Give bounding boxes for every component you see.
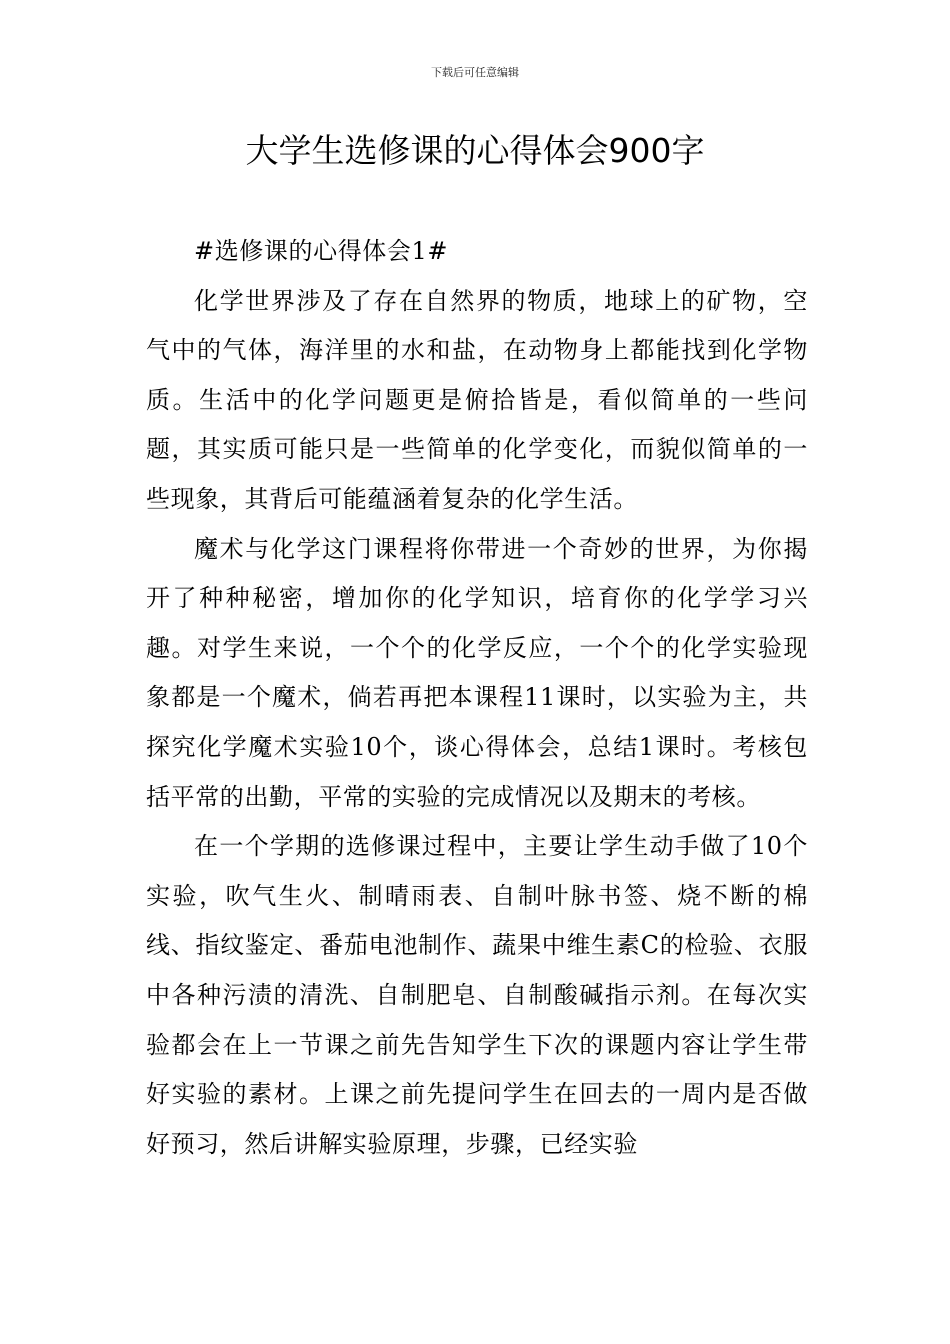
header-note: 下载后可任意编辑 xyxy=(431,66,519,79)
paragraph-1: 化学世界涉及了存在自然界的物质，地球上的矿物，空气中的气体，海洋里的水和盐，在动物身上都能找到化学物质。生活中的化学问题更是俯拾皆是，看似简单的一些问题，其实质可能只是一些简单的化学变化，而貌似简单的一些现象，其背后可能蕴涵着复杂的化学生活。 xyxy=(146,286,808,513)
document-body xyxy=(146,227,808,1169)
paragraph-2: 魔术与化学这门课程将你带进一个奇妙的世界，为你揭开了种种秘密，增加你的化学知识，培育你的化学学习兴趣。对学生来说，一个个的化学反应，一个个的化学实验现象都是一个魔术，倘若再把本课程11课时，以实验为主，共探究化学魔术实验10个，谈心得体会，总结1课时。考核包括平常的出勤，平常的实验的完成情况以及期末的考核。 xyxy=(146,534,808,811)
paragraph-3: 在一个学期的选修课过程中，主要让学生动手做了10个实验，吹气生火、制晴雨表、自制叶脉书签、烧不断的棉线、指纹鉴定、番茄电池制作、蔬果中维生素C的检验、衣服中各种污渍的清洗、自制肥皂、自制酸碱指示剂。在每次实验都会在上一节课之前先告知学生下次的课题内容让学生带好实验的素材。上课之前先提问学生在回去的一周内是否做好预习，然后讲解实验原理，步骤，已经实验 xyxy=(146,832,808,1158)
document-title: 大学生选修课的心得体会900字 xyxy=(245,131,705,170)
section-heading: #选修课的心得体会1# xyxy=(194,237,449,265)
